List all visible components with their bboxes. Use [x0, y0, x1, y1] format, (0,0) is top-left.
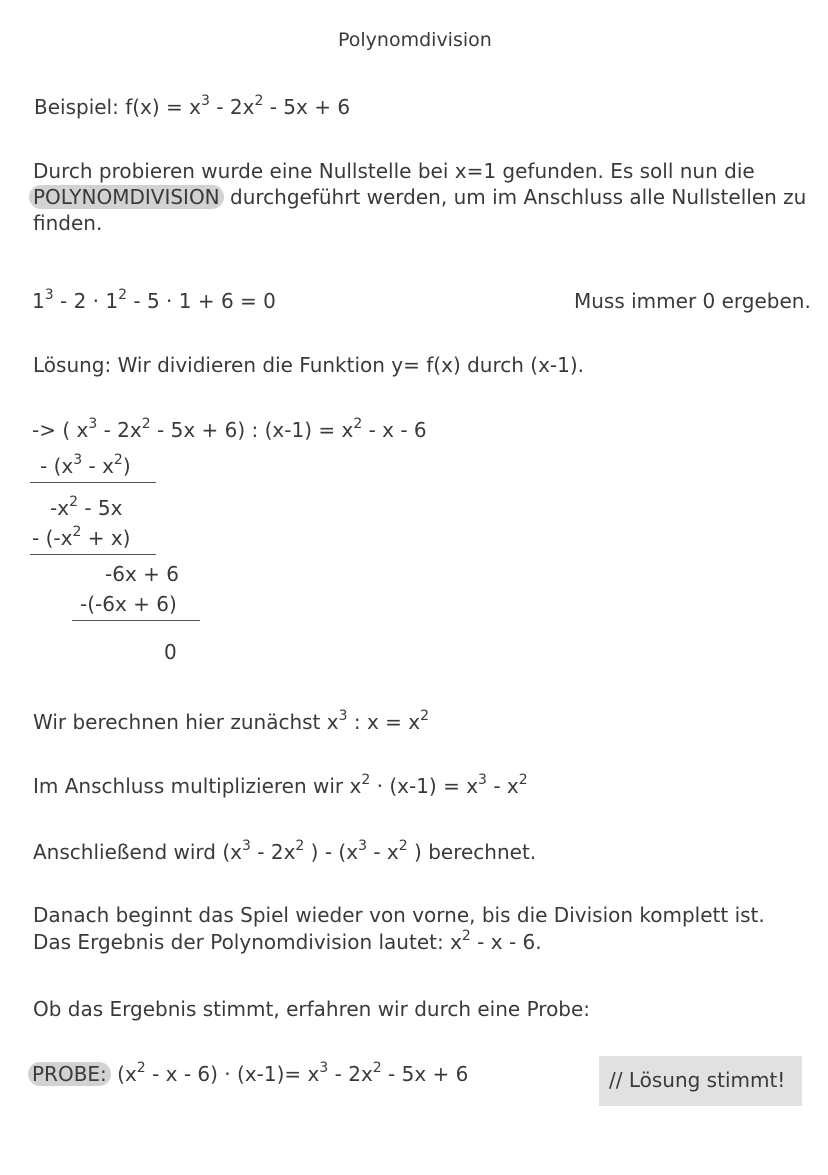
division-sub-1 [40, 454, 131, 478]
check-text: - 2 · 1 [53, 289, 119, 313]
exponent: 3 [44, 287, 54, 303]
result-note: // Lösung stimmt! [609, 1068, 786, 1092]
probe-text: (x [110, 1062, 137, 1086]
step-3 [33, 840, 536, 864]
page-title: Polynomdivision [338, 29, 492, 51]
step-text: - x [366, 840, 399, 864]
exponent: 2 [372, 1060, 382, 1076]
highlight-probe: PROBE: [28, 1062, 111, 1086]
exponent: 2 [136, 1060, 146, 1076]
step-text: - x [486, 774, 519, 798]
step-2 [33, 774, 528, 798]
exponent: 3 [319, 1060, 329, 1076]
example-text: Beispiel: f(x) = x [34, 95, 202, 119]
exponent: 3 [478, 772, 487, 788]
exponent: 2 [420, 708, 430, 724]
exponent: 3 [73, 452, 83, 468]
exponent: 2 [461, 928, 471, 944]
intro-line-2 [33, 185, 806, 209]
div-text: - x [82, 454, 114, 478]
step-text: Wir berechnen hier zunächst x [33, 710, 339, 734]
division-rule-3 [72, 620, 200, 621]
exponent: 2 [353, 416, 363, 432]
example-text: - 5x + 6 [263, 95, 351, 119]
division-final: 0 [164, 640, 177, 664]
check-equation [32, 289, 276, 313]
exponent: 2 [518, 772, 528, 788]
probe-intro: Ob das Ergebnis stimmt, erfahren wir durch eine Probe: [33, 997, 591, 1021]
division-rule-2 [30, 554, 156, 555]
probe-text: - x - 6) · (x-1)= x [145, 1062, 320, 1086]
check-text: 1 [32, 289, 45, 313]
solution-intro: Lösung: Wir dividieren die Funktion y= f(x) durch (x-1). [33, 353, 585, 377]
div-text: + x) [81, 526, 131, 550]
exponent: 2 [69, 494, 78, 510]
step-text: - x - 6. [470, 930, 542, 954]
div-text: -x [50, 496, 70, 520]
probe-text: - 5x + 6 [381, 1062, 469, 1086]
div-text: ) [122, 454, 131, 478]
check-text: - 5 · 1 + 6 = 0 [127, 289, 276, 313]
exponent: 3 [241, 838, 251, 854]
step-4-line-1: Danach beginnt das Spiel wieder von vorne, bis die Division komplett ist. [33, 903, 765, 927]
exponent: 3 [88, 416, 98, 432]
division-header [32, 418, 427, 442]
step-text: ) berechnet. [407, 840, 537, 864]
division-remainder-1 [50, 496, 122, 520]
div-text: - x - 6 [362, 418, 427, 442]
exponent: 3 [358, 838, 367, 854]
division-remainder-2: -6x + 6 [105, 562, 179, 586]
exponent: 2 [398, 838, 408, 854]
step-text: : x = x [347, 710, 421, 734]
probe-text: - 2x [328, 1062, 373, 1086]
probe-equation [32, 1062, 468, 1086]
example-text: - 2x [209, 95, 255, 119]
division-sub-2 [32, 526, 130, 550]
exponent: 2 [113, 452, 123, 468]
step-text: ) - (x [304, 840, 359, 864]
division-rule-1 [30, 482, 156, 483]
div-text: -> ( x [32, 418, 89, 442]
example-line [34, 95, 350, 119]
exponent: 3 [338, 708, 348, 724]
step-text: Im Anschluss multiplizieren wir x [33, 774, 362, 798]
div-text: - (-x [32, 526, 73, 550]
step-4-line-2 [33, 930, 542, 954]
division-sub-3: -(-6x + 6) [80, 592, 177, 616]
intro-line-1: Durch probieren wurde eine Nullstelle bei x=1 gefunden. Es soll nun die [33, 159, 755, 183]
check-note: Muss immer 0 ergeben. [574, 289, 811, 313]
step-1 [33, 710, 429, 734]
step-text: - 2x [250, 840, 296, 864]
exponent: 2 [72, 524, 82, 540]
div-text: - (x [40, 454, 74, 478]
intro-line-3: finden. [33, 211, 103, 235]
div-text: - 2x [97, 418, 142, 442]
step-text: Das Ergebnis der Polynomdivision lautet: [33, 930, 451, 954]
result-note-box [599, 1056, 802, 1106]
exponent: 2 [254, 93, 264, 109]
intro-text: durchgeführt werden, um im Anschluss alle Nullstellen zu [223, 185, 807, 209]
exponent: 3 [201, 93, 210, 109]
step-text: · (x-1) = x [370, 774, 479, 798]
step-text: Anschließend wird (x [33, 840, 242, 864]
exponent: 2 [118, 287, 128, 303]
exponent: 2 [141, 416, 151, 432]
step-text: x [450, 930, 462, 954]
highlight-polynomdivision: POLYNOMDIVISION [29, 185, 224, 209]
exponent: 2 [361, 772, 371, 788]
div-text: - 5x [77, 496, 123, 520]
div-text: - 5x + 6) : (x-1) = x [150, 418, 354, 442]
exponent: 2 [295, 838, 305, 854]
